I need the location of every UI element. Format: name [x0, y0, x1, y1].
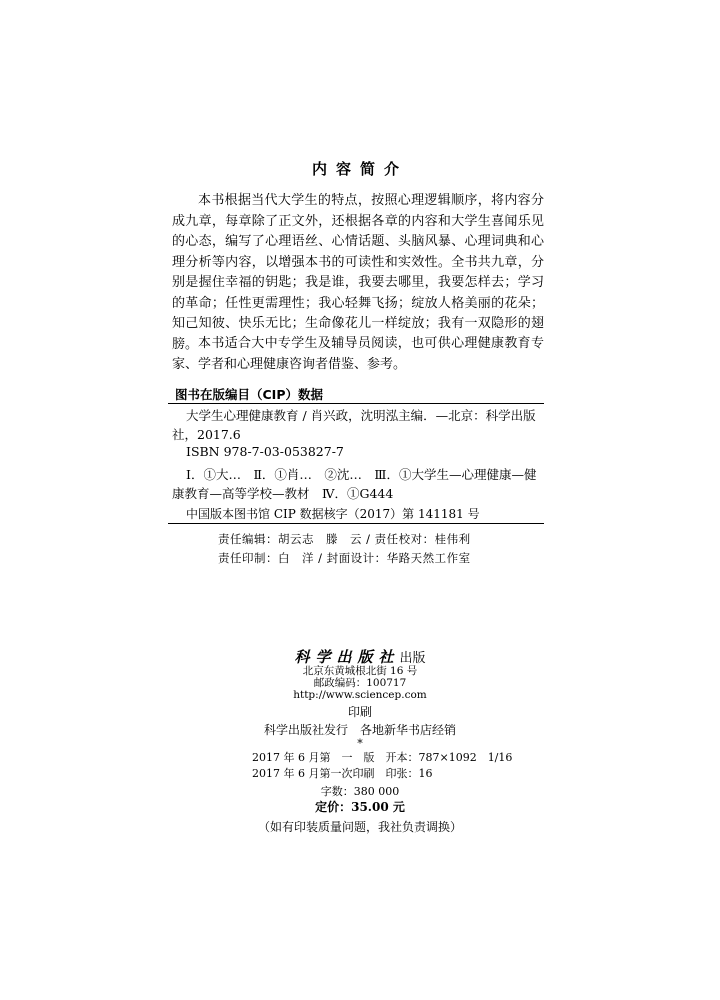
- printing-line: 2017 年 6 月第一次印刷 印张：16: [252, 767, 433, 780]
- word-count: 字数：380 000: [320, 785, 400, 798]
- staff-editors: 责任编辑：胡云志 滕 云 / 责任校对：桂伟利: [218, 532, 471, 546]
- intro-paragraph-2: 本书适合大中专学生及辅导员阅读，也可供心理健康教育专家、学者和心理健康咨询者借鉴、参考。: [172, 336, 544, 372]
- cip-record-line: 中国版本图书馆 CIP 数据核字（2017）第 141181 号: [186, 507, 480, 521]
- publisher-name: 科学出版社: [294, 648, 400, 666]
- distribution-line: 科学出版社发行 各地新华书店经销: [263, 723, 456, 737]
- intro-paragraph-1: 本书根据当代大学生的特点，按照心理逻辑顺序，将内容分成九章，每章除了正文外，还根据各章的内容和大学生喜闻乐见的心态，编写了心理语丝、心情话题、头脑风暴、心理词典和心理分析等内容，以增强本书的可读性和实效性。全书共九章，分别是握住幸福的钥匙；我是谁，我要去哪里，我要怎样去；学习的革命；任性更需理性；我心轻舞飞扬；绽放人格美丽的花朵；知己知彼、快乐无比；生命像花儿一样绽放；我有一双隐形的翅膀。: [172, 193, 544, 352]
- page-title: 内容简介: [311, 160, 408, 178]
- cip-title-line: 大学生心理健康教育 / 肖兴政，沈明泓主编．—北京：科学出版社，2017.6: [172, 408, 536, 442]
- cip-classification-line: Ⅰ．①大… Ⅱ．①肖… ②沈… Ⅲ．①大学生—心理健康—健康教育—高等学校—教材 Ⅳ．①G444: [172, 467, 537, 501]
- edition-line: 2017 年 6 月第 一 版 开本：787×1092 1/16: [252, 751, 513, 764]
- publisher-website: http://www.sciencep.com: [293, 689, 427, 701]
- cip-heading: 图书在版编目（CIP）数据: [175, 387, 323, 402]
- separator-star: *: [357, 737, 363, 750]
- staff-production: 责任印制：白 洋 / 封面设计：华路天然工作室: [218, 551, 471, 565]
- publisher-line: [0, 646, 720, 667]
- publisher-address: 北京东黄城根北街 16 号: [302, 665, 418, 677]
- quality-note: （如有印装质量问题，我社负责调换）: [257, 820, 462, 834]
- cip-isbn-line: ISBN 978-7-03-053827-7: [186, 444, 344, 459]
- publisher-zip: 邮政编码：100717: [313, 677, 407, 689]
- publisher-suffix: 出版: [399, 651, 426, 666]
- cip-bottom-rule: [168, 523, 544, 524]
- price: 定价：35.00 元: [315, 800, 405, 814]
- cip-top-rule: [168, 403, 544, 404]
- print-line: 印刷: [347, 705, 372, 719]
